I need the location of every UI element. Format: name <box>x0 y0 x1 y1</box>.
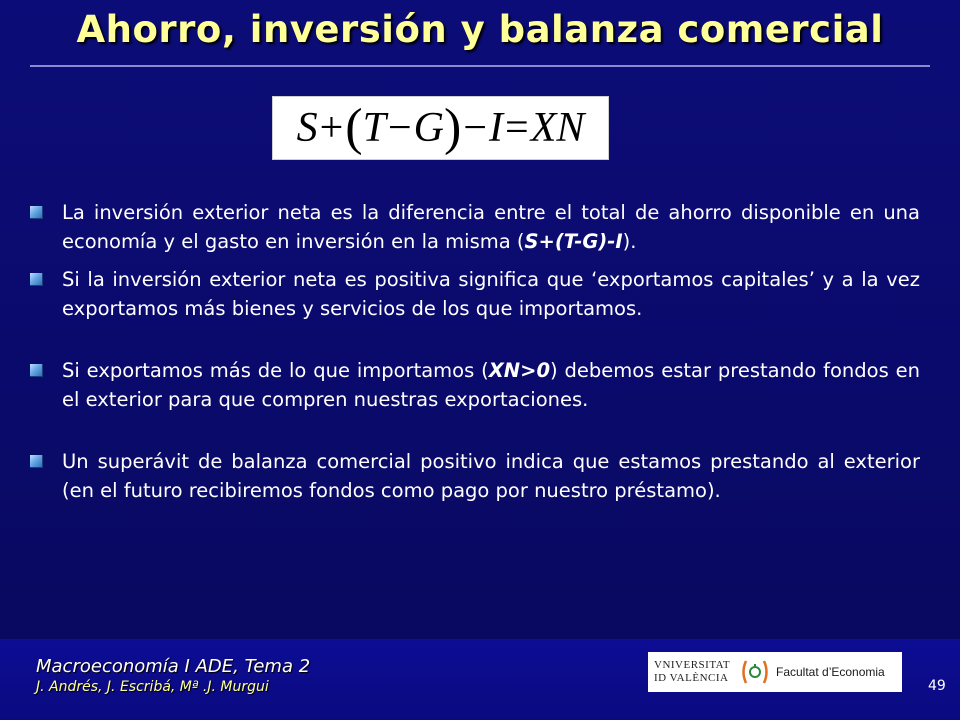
square-bullet-icon <box>30 206 43 219</box>
university-logo <box>648 652 902 692</box>
bullet-item <box>30 447 920 505</box>
bullet-text: Un superávit de balanza comercial positivo indica que estamos prestando al exterior (en el futuro recibiremos fondos como pago por nuestro préstamo). <box>62 450 920 502</box>
square-bullet-icon <box>30 455 43 468</box>
formula-XN: XN <box>530 105 585 151</box>
bullet-item <box>30 198 920 256</box>
footer-course: Macroeconomía I ADE, Tema 2 <box>36 656 311 677</box>
square-bullet-icon <box>30 273 43 286</box>
square-bullet-icon <box>30 364 43 377</box>
formula-S: S <box>296 105 318 151</box>
formula-right-paren: ) <box>444 99 462 156</box>
bullet-text: ). <box>622 230 637 253</box>
bullet-text: Si la inversión exterior neta es positiva significa que ‘exportamos capitales’ y a la vez exportamos más bienes y servicios de los que importamos. <box>62 268 920 320</box>
formula-I: I <box>489 105 504 151</box>
bullet-text: Si exportamos más de lo que importamos ( <box>62 359 489 382</box>
faculty-emblem-icon <box>740 658 770 686</box>
page-number: 49 <box>928 678 946 694</box>
formula-equals: = <box>505 105 529 151</box>
formula-G: G <box>413 105 445 151</box>
formula-minus: − <box>463 105 488 151</box>
formula-plus: + <box>319 105 344 151</box>
formula-image <box>272 96 609 160</box>
bullet-emphasis: XN>0 <box>488 359 551 382</box>
bullet-text: ) debemos estar prestando fondos en el exterior para que compren nuestras exportaciones. <box>62 359 920 411</box>
logo-university-name: VNIVERSITAT ID VALÈNCIA <box>654 659 731 684</box>
footer-authors: J. Andrés, J. Escribá, Mª .J. Murgui <box>36 679 269 695</box>
bullet-text: La inversión exterior neta es la diferencia entre el total de ahorro disponible en una economía y el gasto en inversión en la misma ( <box>62 201 920 253</box>
bullet-list <box>30 198 920 505</box>
bullet-item <box>30 265 920 323</box>
bullet-emphasis: S+(T-G)-I <box>524 230 623 253</box>
logo-faculty-name: Facultat d’Economia <box>776 665 885 679</box>
bullet-item <box>30 356 920 414</box>
formula-minus: − <box>387 105 412 151</box>
title-divider <box>30 65 930 67</box>
formula-left-paren: ( <box>345 99 363 156</box>
slide-title: Ahorro, inversión y balanza comercial <box>76 8 884 51</box>
formula-T: T <box>362 105 386 151</box>
